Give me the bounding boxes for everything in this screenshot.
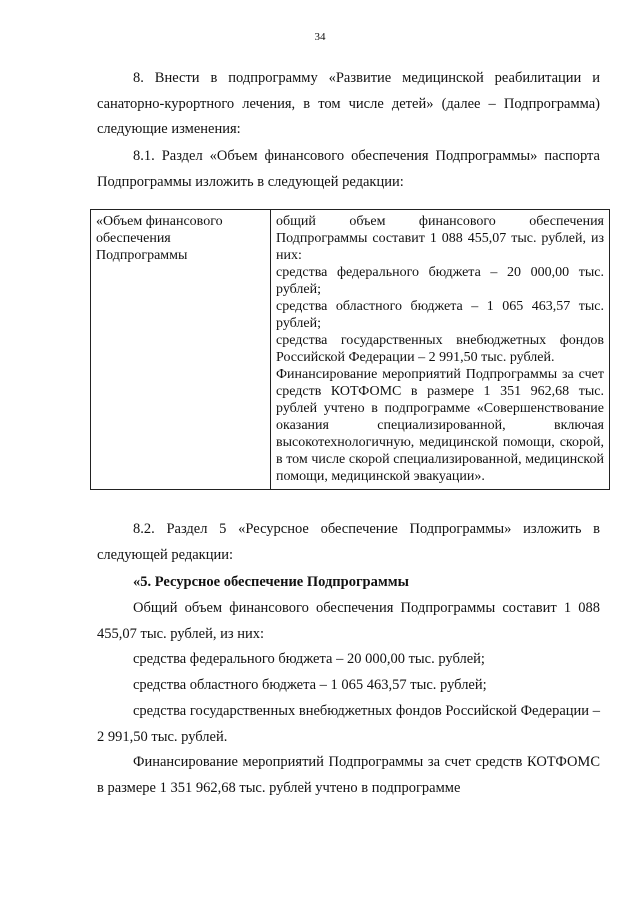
table-row bbox=[91, 210, 609, 489]
paragraph-8-2: 8.2. Раздел 5 «Ресурсное обеспечение Подпрограммы» изложить в следующей редакции: bbox=[97, 521, 600, 563]
table-cell-content bbox=[271, 210, 610, 489]
table-cell-label: «Объем финансового обеспечения Подпрограммы bbox=[91, 210, 271, 489]
paragraph-total: Общий объем финансового обеспечения Подпрограммы составит 1 088 455,07 тыс. рублей, из них: bbox=[97, 600, 600, 642]
table-line-funds: средства государственных внебюджетных фондов Российской Федерации – 2 991,50 тыс. рублей. bbox=[276, 333, 604, 365]
table-line-kotfoms: Финансирование мероприятий Подпрограммы за счет средств КОТФОМС в размере 1 351 962,68 тыс. рублей учтено в подпрограмме «Совершенствование оказания специализированной, включая высокотехнологичную, медицинской помощи, скорой, в том числе скорой специализированной, медицинской помощи, медицинской эвакуации». bbox=[276, 367, 604, 484]
table-line-regional: средства областного бюджета – 1 065 463,57 тыс. рублей; bbox=[276, 299, 604, 331]
table-line-federal: средства федерального бюджета – 20 000,00 тыс. рублей; bbox=[276, 265, 604, 297]
paragraph-8-1: 8.1. Раздел «Объем финансового обеспечения Подпрограммы» паспорта Подпрограммы изложить в следующей редакции: bbox=[97, 148, 600, 190]
paragraph-8: 8. Внести в подпрограмму «Развитие медицинской реабилитации и санаторно-курортного лечения, в том числе детей» (далее – Подпрограмма) следующие изменения: bbox=[97, 70, 600, 137]
paragraph-funds: средства государственных внебюджетных фондов Российской Федерации – 2 991,50 тыс. рублей. bbox=[97, 703, 600, 745]
financing-table bbox=[90, 209, 610, 490]
paragraph-regional: средства областного бюджета – 1 065 463,57 тыс. рублей; bbox=[133, 677, 487, 693]
table-line-total: общий объем финансового обеспечения Подпрограммы составит 1 088 455,07 тыс. рублей, из них: bbox=[276, 214, 604, 263]
section-heading: «5. Ресурсное обеспечение Подпрограммы bbox=[133, 574, 409, 590]
paragraph-federal: средства федерального бюджета – 20 000,00 тыс. рублей; bbox=[133, 651, 485, 667]
paragraph-kotfoms: Финансирование мероприятий Подпрограммы за счет средств КОТФОМС в размере 1 351 962,68 тыс. рублей учтено в подпрограмме bbox=[97, 754, 600, 796]
page-number: 34 bbox=[314, 31, 326, 43]
